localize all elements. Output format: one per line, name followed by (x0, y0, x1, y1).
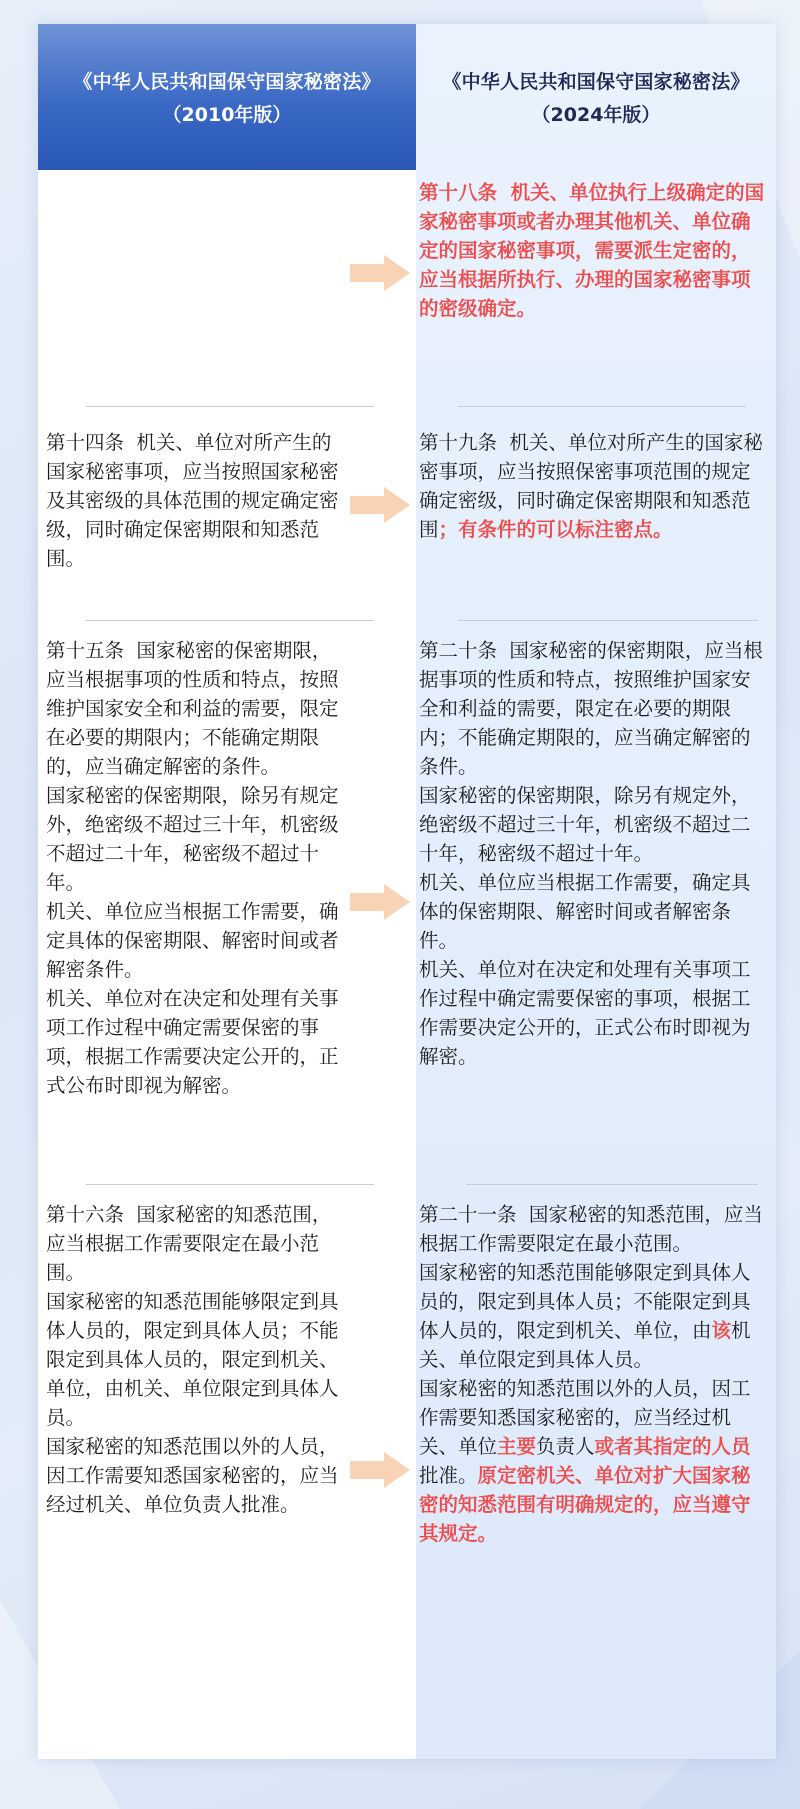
article-21-added-4: 原定密机关、单位对扩大国家秘密的知悉范围有明确规定的，应当遵守其规定。 (419, 1464, 751, 1545)
article-21-added-3: 或者其指定的人员 (594, 1435, 751, 1458)
article-21-text-1: 第二十一条 国家秘密的知悉范围，应当根据工作需要限定在最小范围。 国家秘密的知悉范围能够限定到具体人员的，限定到具体人员；不能限定到具体人员的，限定到机关、单位，由 (419, 1203, 763, 1342)
article-21-text-4: 批准。 (419, 1464, 478, 1487)
article-19-new (419, 428, 769, 544)
arrow-right-icon (350, 1452, 410, 1488)
article-18-new: 第十八条 机关、单位执行上级确定的国家秘密事项或者办理其他机关、单位确定的国家秘密事项，需要派生定密的，应当根据所执行、办理的国家秘密事项的密级确定。 (419, 181, 765, 320)
arrow-right-icon (350, 255, 410, 291)
article-19-added-text: ；有条件的可以标注密点。 (438, 518, 673, 541)
article-16-old: 第十六条 国家秘密的知悉范围，应当根据工作需要限定在最小范围。 国家秘密的知悉范围能够限定到具体人员的，限定到具体人员；不能限定到具体人员的，限定到机关、单位，由机关、单位限定到具体人员。 国家秘密的知悉范围以外的人员，因工作需要知悉国家秘密的，应当经过机关、单位负责人批准。 (46, 1203, 339, 1516)
article-21-text-3: 负责人 (536, 1435, 595, 1458)
article-21-added-1: 该 (711, 1319, 732, 1342)
divider (86, 406, 374, 407)
header-2010-year: （2010年版） (162, 104, 292, 126)
header-2010-title: 《中华人民共和国保守国家秘密法》 (73, 71, 381, 93)
arrow-right-icon (350, 884, 410, 920)
header-2010-version (38, 24, 416, 170)
article-19-text: 第十九条 机关、单位对所产生的国家秘密事项，应当按照保密事项范围的规定确定密级，同时确定保密期限和知悉范围 (419, 431, 763, 541)
header-2024-year: （2024年版） (531, 104, 661, 126)
divider (458, 406, 746, 407)
article-14-old: 第十四条 机关、单位对所产生的国家秘密事项，应当按照国家秘密及其密级的具体范围的规定确定密级，同时确定保密期限和知悉范围。 (46, 431, 339, 570)
divider (458, 620, 758, 621)
divider (466, 1184, 758, 1185)
article-15-old: 第十五条 国家秘密的保密期限，应当根据事项的性质和特点，按照维护国家安全和利益的需要，限定在必要的期限内；不能确定期限的，应当确定解密的条件。 国家秘密的保密期限，除另有规定外，绝密级不超过三十年，机密级不超过二十年，秘密级不超过十年。 机关、单位应当根据工作需要，确定具体的保密期限、解密时间或者解密条件。 机关、单位对在决定和处理有关事项工作过程中确定需要保密的事项，根据工作需要决定公开的，正式公布时即视为解密。 (46, 639, 339, 1097)
divider (86, 620, 374, 621)
header-2024-version (416, 24, 776, 170)
header-2024-title: 《中华人民共和国保守国家秘密法》 (442, 71, 750, 93)
arrow-right-icon (350, 487, 410, 523)
article-20-new: 第二十条 国家秘密的保密期限，应当根据事项的性质和特点，按照维护国家安全和利益的需要，限定在必要的期限内；不能确定期限的，应当确定解密的条件。 国家秘密的保密期限，除另有规定外，绝密级不超过三十年，机密级不超过二十年，秘密级不超过十年。 机关、单位应当根据工作需要，确定具体的保密期限、解密时间或者解密条件。 机关、单位对在决定和处理有关事项工作过程中确定需要保密的事项，根据工作需要决定公开的，正式公布时即视为解密。 (419, 639, 763, 1068)
article-21-added-2: 主要 (497, 1435, 537, 1458)
divider (86, 1184, 374, 1185)
article-21-text-2: 机关、单位限定到具体人员。 国家秘密的知悉范围以外的人员，因工作需要知悉国家秘密的，应当经过机关、单位 (419, 1319, 751, 1458)
article-21-new (419, 1200, 769, 1548)
